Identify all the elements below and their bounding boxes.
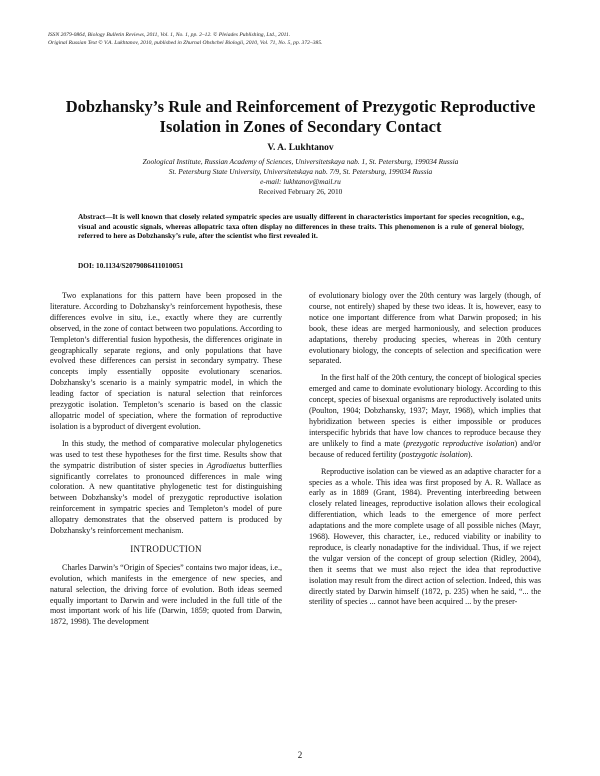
abstract-text: —It is well known that closely related sympatric species are usually different in characteristics important for species recognition, e.g., visual and acoustic signals, whereas allopatric taxa often display no differences in these traits. This phenomenon is a rule of general biology, referred to here as Dobzhansky’s rule, after the scientist who first revealed it. [78, 212, 524, 240]
page-number: 2 [297, 750, 303, 760]
affiliation-1: Zoological Institute, Russian Academy of Sciences, Universitetskaya nab. 1, St. Petersburg, 199034 Russia [142, 157, 459, 166]
journal-header [48, 31, 553, 47]
affiliations [48, 157, 553, 197]
affiliation-2: St. Petersburg State University, Universitetskaya nab. 7/9, St. Petersburg, 199034 Russia [168, 167, 433, 176]
article-title: Dobzhansky’s Rule and Reinforcement of Prezygotic Reproductive Isolation in Zones of Secondary Contact [65, 97, 536, 136]
paragraph: In this study, the method of comparative molecular phylogenetics was used to test these hypotheses for the first time. Results show that the sympatric distribution of sister species in Agrodiaetus butterflies significantly correlates to pronounced differences in male wing coloration. A new quantitative phylogenetic test for distinguishing between Dobzhansky’s model of prezygotic reproductive isolation reinforcement in sympatric species and Templeton’s model of pure allopatry demonstrates that the observed pattern is produced by Dobzhansky’s reinforcement mechanism. [50, 438, 282, 536]
author-name: V. A. Lukhtanov [267, 143, 334, 153]
paragraph: Reproductive isolation can be viewed as an adaptive character for a species as a whole. This idea was first proposed by A. R. Wallace as early as in 1889 (Grant, 1984). Preventing interbreeding between closely related lineages, reproductive isolation allows their ecological differentiation, which leads to the emergence of more perfect adaptations and the more complete usage of all possible niches (Mayr, 1968). However, this character, i.e., reduced viability or inability to reproduce, is clearly nonadaptive for the individual. Thus, if we reject the vulgar version of the concept of group selection (Ridley, 2004), then it seems that we must also reject the idea that reproductive isolation may result from the direct action of selection. Indeed, this was directly stated by Darwin himself (1872, p. 235) when he said, “... the sterility of species ... cannot have been acquired ... by the preser- [309, 466, 541, 607]
section-heading: INTRODUCTION [130, 543, 202, 554]
header-line-2: Original Russian Text © V.A. Lukhtanov, 2010, published in Zhurnal Obshchei Biologii, 2010, Vol. 71, No. 5, pp. 372–385. [48, 40, 323, 46]
right-column [309, 291, 541, 614]
paragraph: In the first half of the 20th century, the concept of biological species emerged and came to dominate evolutionary biology. According to this concept, species of bisexual organisms are reproductively isolated units (Poulton, 1904; Dobzhansky, 1937; Mayr, 1968), which implies that hybridization between species is either impossible or produces interspecific hybrids that have low chances to reproduce because they are unlikely to find a mate (prezygotic reproductive isolation) and/or because of reduced fertility (postzygotic isolation). [309, 373, 541, 459]
abstract-label: Abstract [78, 212, 106, 221]
doi: DOI: 10.1134/S2079086411010051 [78, 261, 184, 270]
author-email: e-mail: lukhtanov@mail.ru [260, 177, 341, 186]
paragraph: Two explanations for this pattern have been proposed in the literature. According to Dobzhansky’s reinforcement hypothesis, these differences evolve in situ, i.e., exactly where they are currently observed, in the zone of contact between two populations. According to Templeton’s differential fusion hypothesis, the differences originate in geographically separate regions, and only populations that have evolved these differences can persist in secondary sympatry. These concepts imply essentially opposite evolutionary scenarios. Dobzhansky’s scenario is a mainly sympatric model, in which the leading factor of speciation is natural selection that reinforces prezygotic isolation. Templeton’s scenario is based on the classic allopatric model of speciation, where the formation of reproductive isolation is a byproduct of divergent evolution. [50, 291, 282, 431]
received-date: Received February 26, 2010 [258, 187, 343, 196]
left-column [50, 291, 282, 634]
genus-name: Agrodiaetus [206, 460, 246, 470]
abstract [78, 212, 524, 241]
paragraph: Charles Darwin’s “Origin of Species” contains two major ideas, i.e., evolution, which manifests in the emergence of new species, and natural selection, the driving force of evolution. Both ideas seemed equally important to Darwin and were included in the full title of the most important work of his life (Darwin, 1859; quoted from Darwin, 1872, 1998). The development [50, 562, 282, 627]
paragraph: of evolutionary biology over the 20th century was largely (though, of course, not entirely) shaped by these two ideas. It is, however, easy to notice one important difference from what Darwin proposed; in his book, these ideas are merged harmoniously, and selection produces adaptations, thereby producing species, whereas in 20th century evolutionary biology, the concepts of selection and specification were separated. [309, 291, 541, 366]
header-line-1: ISSN 2079-0864, Biology Bulletin Reviews, 2011, Vol. 1, No. 1, pp. 2–12. © Pleiades Publishing, Ltd., 2011. [48, 32, 291, 38]
